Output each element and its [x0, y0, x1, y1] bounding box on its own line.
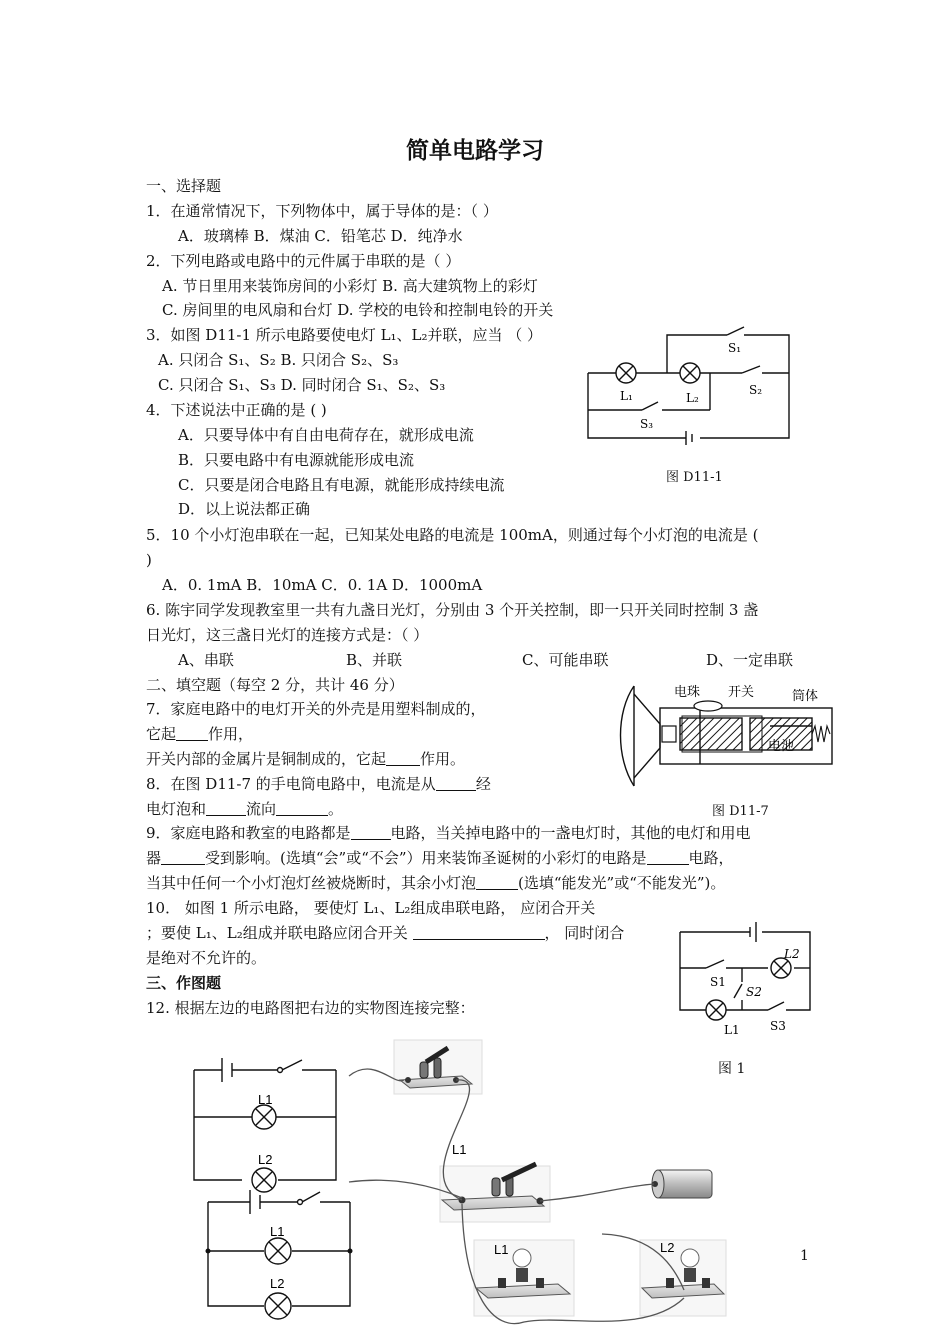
q6-stem-cont: 日光灯，这三盏日光灯的连接方式是：（ ）: [146, 626, 429, 644]
q8-line2: [146, 798, 343, 820]
q5-options: A．0. 1mA B．10mA C．0. 1A D．1000mA: [162, 576, 483, 594]
section-fill: 二、填空题（每空 2 分，共计 46 分）: [146, 676, 404, 694]
fig1-label-s1: S1: [710, 975, 726, 989]
figure-1-caption: 图 1: [718, 1061, 746, 1077]
d11-7-label-switch: 开关: [728, 685, 755, 700]
q10-line2: [146, 922, 624, 944]
d11-7-label-battery: 电池: [768, 739, 795, 754]
switch-middle-component: [440, 1142, 550, 1222]
q9-text-a: 9．家庭电路和教室的电路都是: [146, 824, 351, 842]
q3-options-cd: C. 只闭合 S₁、S₃ D. 同时闭合 S₁、S₂、S₃: [158, 376, 446, 394]
q7-text-d: 作用。: [420, 750, 466, 768]
q12-schematic-bottom: [204, 1184, 356, 1328]
figure-d11-7-caption: 图 D11-7: [712, 804, 769, 819]
q9-text-g: (选填“能发光”或“不能发光”)。: [518, 874, 726, 892]
bulb-l1-component: [474, 1240, 574, 1316]
q10-text-b: ， 同时闭合: [544, 924, 625, 942]
fig1-label-s2: S2: [746, 985, 762, 999]
q9-text-b: 电路，当关掉电路中的一盏电灯时，其他的电灯和用电: [390, 824, 751, 842]
d11-1-label-s1: S₁: [728, 341, 742, 355]
figure-d11-1-caption: 图 D11-1: [666, 470, 723, 485]
q7-text-a: 它起: [146, 725, 177, 743]
q8-text-b: 经: [475, 775, 491, 793]
q8-text-a: 8．在图 D11-7 的手电筒电路中，电流是从: [146, 775, 436, 793]
section-choice: 一、选择题: [146, 177, 222, 195]
section-drawing: 三、作图题: [146, 974, 222, 992]
q12-bottom-label-l1: L1: [270, 1224, 285, 1239]
figure-d11-1-circuit: [582, 330, 797, 450]
q7-text-b: 作用，: [208, 725, 254, 743]
q9-blank-3[interactable]: [647, 848, 689, 865]
q9-text-f: 当其中任何一个小灯泡灯丝被烧断时，其余小灯泡: [146, 874, 477, 892]
q7-blank-2[interactable]: [386, 749, 420, 766]
q6-option-b: B、并联: [346, 651, 403, 669]
d11-7-label-bulb: 电珠: [674, 685, 701, 700]
d11-7-label-tube: 筒体: [792, 689, 819, 704]
fig1-label-l1: L1: [724, 1023, 740, 1037]
physical-label-l2-bulb: L2: [660, 1240, 675, 1255]
fig1-label-s3: S3: [770, 1019, 786, 1033]
q12-stem: 12. 根据左边的电路图把右边的实物图连接完整：: [146, 999, 475, 1017]
physical-label-l1-bulb: L1: [494, 1242, 509, 1257]
q1-options: A．玻璃棒 B．煤油 C．铅笔芯 D．纯净水: [178, 227, 463, 245]
q10-line1: 10． 如图 1 所示电路， 要使灯 L₁、L₂组成串联电路， 应闭合开关: [146, 899, 596, 917]
q4-option-c: C．只要是闭合电路且有电源，就能形成持续电流: [178, 476, 505, 494]
q8-text-d: 流向: [246, 800, 277, 818]
q6-option-c: C、可能串联: [522, 651, 609, 669]
q4-stem: 4．下述说法中正确的是 ( ): [146, 401, 327, 419]
d11-1-label-s2: S₂: [749, 383, 763, 397]
q7-text-c: 开关内部的金属片是铜制成的，它起: [146, 750, 387, 768]
q2-options-cd: C. 房间里的电风扇和台灯 D. 学校的电铃和控制电铃的开关: [162, 301, 554, 319]
q8-text-c: 电灯泡和: [146, 800, 207, 818]
fig1-label-l2: L2: [784, 947, 800, 961]
q8-blank-3[interactable]: [276, 799, 328, 816]
q9-text-c: 器: [146, 849, 162, 867]
q5-stem: 5．10 个小灯泡串联在一起，已知某处电路的电流是 100mA，则通过每个小灯泡的电流是 (: [146, 526, 759, 544]
q7-line3: [146, 748, 465, 770]
q4-option-d: D．以上说法都正确: [178, 500, 311, 518]
battery-component: [652, 1170, 712, 1198]
q4-option-b: B．只要电路中有电源就能形成电流: [178, 451, 415, 469]
q12-schematic-top: [190, 1052, 350, 1188]
q9-text-e: 电路，: [688, 849, 734, 867]
q1-stem: 1．在通常情况下，下列物体中，属于导体的是：（ ）: [146, 202, 498, 220]
q2-stem: 2．下列电路或电路中的元件属于串联的是（ ）: [146, 252, 461, 270]
q12-physical-components: [344, 1036, 724, 1336]
q12-bottom-label-l2: L2: [270, 1276, 285, 1291]
q9-line3: [146, 872, 725, 894]
q6-stem: 6. 陈宇同学发现教室里一共有九盏日光灯，分别由 3 个开关控制，即一只开关同时控制 3 盏: [146, 601, 759, 619]
q6-option-d: D、一定串联: [706, 651, 794, 669]
q6-option-a: A、串联: [178, 651, 234, 669]
q4-option-a: A．只要导体中有自由电荷存在，就形成电流: [178, 426, 474, 444]
q9-blank-4[interactable]: [476, 873, 518, 890]
q5-stem-cont: ): [146, 551, 152, 569]
page-number: 1: [800, 1248, 809, 1264]
q2-options-ab: A. 节日里用来装饰房间的小彩灯 B. 高大建筑物上的彩灯: [162, 277, 538, 295]
q7-line2: [146, 723, 253, 745]
figure-d11-7-flashlight: [622, 682, 837, 790]
q9-line2: [146, 847, 734, 869]
d11-1-label-l2: L₂: [686, 391, 699, 405]
q8-blank-2[interactable]: [206, 799, 246, 816]
q3-stem: 3．如图 D11-1 所示电路要使电灯 L₁、L₂并联，应当 （ ）: [146, 326, 543, 344]
physical-label-l1-top: L1: [452, 1142, 467, 1157]
q10-blank-1[interactable]: [413, 923, 545, 940]
bulb-l2-component: [640, 1240, 726, 1316]
q7-line1: 7．家庭电路中的电灯开关的外壳是用塑料制成的，: [146, 700, 486, 718]
q8-text-e: 。: [328, 800, 344, 818]
page-title: 简单电路学习: [406, 138, 544, 164]
q8-line1: [146, 773, 491, 795]
q3-options-ab: A. 只闭合 S₁、S₂ B. 只闭合 S₂、S₃: [158, 351, 399, 369]
q12-top-label-l2: L2: [258, 1152, 273, 1167]
q9-text-d: 受到影响。(选填“会”或“不会”）用来装饰圣诞树的小彩灯的电路是: [205, 849, 647, 867]
q10-text-a: ；要使 L₁、L₂组成并联电路应闭合开关: [146, 924, 408, 942]
q9-line1: [146, 822, 751, 844]
figure-1-circuit: [676, 912, 836, 1038]
q10-line3: 是绝对不允许的。: [146, 949, 267, 967]
q8-blank-1[interactable]: [436, 774, 476, 791]
q7-blank-1[interactable]: [176, 724, 208, 741]
d11-1-label-l1: L₁: [620, 389, 633, 403]
q9-blank-2[interactable]: [161, 848, 205, 865]
q9-blank-1[interactable]: [351, 823, 391, 840]
d11-1-label-s3: S₃: [640, 417, 654, 431]
q12-top-label-l1: L1: [258, 1092, 273, 1107]
